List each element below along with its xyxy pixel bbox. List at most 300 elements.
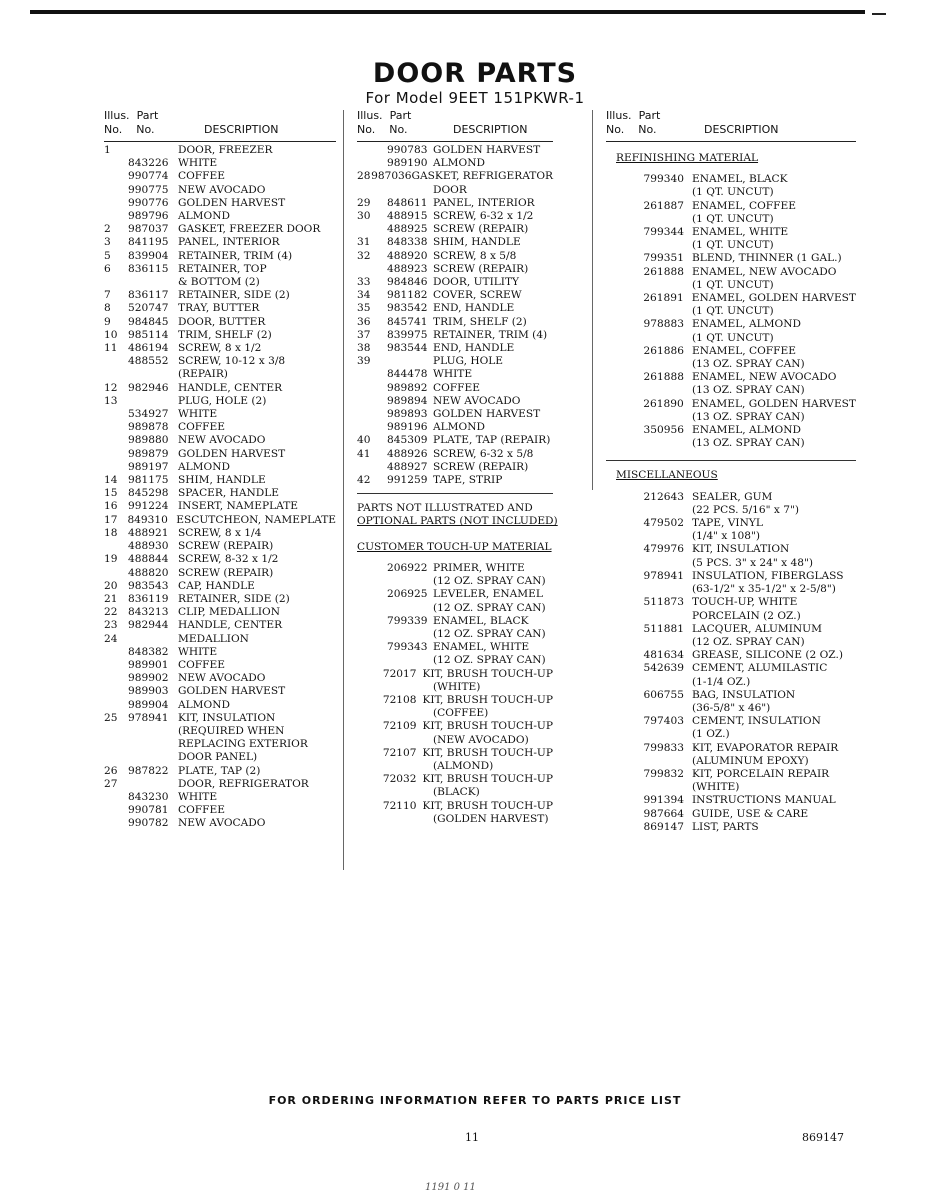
parts-row	[606, 437, 856, 450]
part-number: 989880	[128, 434, 169, 447]
part-description: TRIM, SHELF (2)	[178, 328, 272, 341]
part-description: (22 PCS. 5/16" x 7")	[692, 503, 799, 516]
column-divider-1	[343, 110, 344, 870]
part-description: ESCUTCHEON, NAMEPLATE	[176, 513, 336, 526]
part-description: PLATE, TAP (2)	[178, 764, 261, 777]
part-description: CAP, HANDLE	[178, 579, 255, 592]
parts-row	[104, 685, 336, 698]
part-number: 981182	[387, 289, 428, 302]
part-number	[387, 734, 433, 747]
column-header	[357, 109, 553, 141]
illus-number	[104, 738, 128, 751]
part-number: 989894	[387, 394, 428, 407]
parts-row	[357, 395, 553, 408]
part-number: 488927	[387, 460, 428, 473]
illus-number	[606, 491, 630, 504]
illus-number	[357, 747, 383, 760]
parts-column-1	[104, 109, 336, 831]
parts-row	[606, 384, 856, 397]
part-description: KIT, EVAPORATOR REPAIR	[692, 741, 839, 754]
not-illustrated-note-1: PARTS NOT ILLUSTRATED AND	[357, 502, 533, 515]
part-description: GOLDEN HARVEST	[433, 144, 541, 156]
header-no: No. No.	[606, 123, 657, 136]
illus-number	[606, 530, 630, 543]
part-description: WHITE	[178, 645, 218, 658]
illus-number	[606, 384, 630, 397]
parts-row	[104, 157, 336, 170]
part-description: ENAMEL, COFFEE	[692, 199, 796, 212]
part-number: 989197	[128, 460, 169, 473]
part-description: GOLDEN HARVEST	[178, 685, 286, 698]
part-description: (GOLDEN HARVEST)	[433, 812, 549, 825]
parts-row	[606, 305, 856, 318]
part-description: (1 QT. UNCUT)	[692, 331, 774, 344]
part-description: DOOR	[433, 183, 467, 196]
parts-row	[357, 236, 553, 249]
part-number: 978883	[643, 318, 684, 331]
part-number	[630, 384, 692, 397]
parts-row	[606, 610, 856, 623]
parts-row	[357, 668, 553, 681]
parts-row	[606, 689, 856, 702]
illus-number	[357, 562, 387, 575]
illus-number	[357, 382, 387, 395]
part-description: BAG, INSULATION	[692, 688, 796, 701]
part-description: ALMOND	[178, 698, 230, 711]
part-description: SCREW (REPAIR)	[178, 566, 274, 579]
part-description: (BLACK)	[433, 786, 480, 799]
illus-number	[104, 540, 128, 553]
part-description: COFFEE	[178, 421, 225, 434]
parts-row	[104, 276, 336, 289]
part-number: 983543	[128, 579, 169, 592]
illus-number	[606, 424, 630, 437]
illus-number	[357, 263, 387, 276]
part-number	[630, 636, 692, 649]
illus-number	[357, 223, 387, 236]
part-number: 989796	[128, 210, 169, 223]
parts-row	[357, 434, 553, 447]
column-header	[606, 109, 856, 141]
illus-number	[606, 332, 630, 345]
part-description: (1 QT. UNCUT)	[692, 278, 774, 291]
part-number: 839904	[128, 249, 169, 262]
part-number	[128, 368, 178, 381]
part-description: PRIMER, WHITE	[433, 561, 525, 574]
part-description: (COFFEE)	[433, 707, 489, 720]
part-description: PANEL, INTERIOR	[178, 236, 280, 249]
parts-row	[357, 707, 553, 720]
part-description: SCREW (REPAIR)	[178, 540, 274, 553]
parts-row	[104, 659, 336, 672]
part-description: RETAINER, TRIM (4)	[433, 328, 548, 341]
illus-number	[606, 610, 630, 623]
parts-row	[104, 567, 336, 580]
not-illustrated-note-2: OPTIONAL PARTS (NOT INCLUDED)	[357, 515, 558, 528]
part-number: 261890	[643, 397, 684, 410]
part-description: SCREW, 6-32 x 5/8	[433, 447, 534, 460]
part-description: (1-1/4 OZ.)	[692, 675, 751, 688]
parts-row	[606, 728, 856, 741]
parts-row	[357, 289, 553, 302]
parts-row	[357, 210, 553, 223]
parts-row	[606, 543, 856, 556]
illus-number	[606, 266, 630, 279]
part-number: 990775	[128, 183, 169, 196]
illus-number	[606, 358, 630, 371]
parts-row	[104, 329, 336, 342]
part-number: 72107	[382, 746, 417, 759]
illus-number: 14	[104, 474, 118, 487]
illus-number	[606, 305, 630, 318]
parts-row	[606, 583, 856, 596]
illus-number	[606, 583, 630, 596]
part-number: 989893	[387, 408, 428, 421]
part-number: 488921	[128, 526, 169, 539]
parts-row	[606, 821, 856, 834]
part-number	[630, 610, 692, 623]
parts-row	[104, 540, 336, 553]
illus-number: 18	[104, 526, 118, 539]
part-description: WHITE	[178, 157, 218, 170]
part-description: INSERT, NAMEPLATE	[178, 500, 299, 513]
part-number: 990783	[387, 144, 428, 156]
part-description: WHITE	[433, 368, 473, 381]
illus-number: 15	[104, 487, 118, 500]
parts-row	[606, 636, 856, 649]
illus-number	[357, 668, 383, 681]
part-number	[387, 760, 433, 773]
part-number: 486194	[128, 342, 169, 355]
part-number	[630, 676, 692, 689]
parts-row	[104, 593, 336, 606]
illus-number: 25	[104, 711, 118, 724]
illus-number	[606, 226, 630, 239]
part-number: 488820	[128, 566, 169, 579]
parts-row	[357, 144, 553, 157]
part-number: 261888	[643, 371, 684, 384]
illus-number: 17	[104, 513, 118, 526]
part-number: 991394	[643, 794, 684, 807]
illus-number: 33	[357, 276, 371, 289]
illus-number	[104, 355, 128, 368]
illus-number	[606, 517, 630, 530]
illus-number	[357, 813, 387, 826]
parts-row	[606, 596, 856, 609]
parts-row	[606, 424, 856, 437]
parts-row	[606, 279, 856, 292]
parts-row	[104, 461, 336, 474]
illus-number: 19	[104, 553, 118, 566]
parts-row	[606, 715, 856, 728]
illus-number	[104, 817, 128, 830]
part-description: (ALMOND)	[433, 759, 494, 772]
illus-number	[357, 368, 387, 381]
part-description: CLIP, MEDALLION	[178, 606, 280, 619]
parts-row	[357, 654, 553, 667]
part-number: 488926	[387, 447, 428, 460]
part-number	[387, 355, 433, 368]
illus-number: 13	[104, 394, 118, 407]
part-description: (1 OZ.)	[692, 728, 730, 741]
illus-number	[357, 734, 387, 747]
parts-row	[104, 197, 336, 210]
illus-number	[104, 276, 128, 289]
parts-row	[104, 342, 336, 355]
illus-number	[606, 239, 630, 252]
part-description: (ALUMINUM EPOXY)	[692, 754, 809, 767]
part-description: KIT, BRUSH TOUCH-UP	[422, 773, 553, 786]
part-number	[630, 504, 692, 517]
parts-row	[357, 302, 553, 315]
part-number: 72109	[382, 720, 417, 733]
illus-number: 32	[357, 249, 371, 262]
illus-number	[606, 186, 630, 199]
part-description: (1 QT. UNCUT)	[692, 239, 774, 252]
parts-row	[104, 633, 336, 646]
part-description: NEW AVOCADO	[178, 672, 266, 685]
part-description: END, HANDLE	[433, 302, 515, 315]
parts-row	[606, 530, 856, 543]
illus-number	[606, 173, 630, 186]
illus-number: 22	[104, 606, 118, 619]
parts-row	[357, 316, 553, 329]
part-number	[387, 654, 433, 667]
part-number: 799343	[387, 641, 428, 654]
part-description: LACQUER, ALUMINUM	[692, 622, 822, 635]
part-description: END, HANDLE	[433, 342, 515, 355]
parts-row	[357, 184, 553, 197]
parts-row	[357, 747, 553, 760]
part-description: GASKET, REFRIGERATOR	[411, 170, 553, 183]
section-rule	[606, 460, 856, 461]
part-number: 989879	[128, 447, 169, 460]
parts-row	[104, 580, 336, 593]
part-description: DOOR, UTILITY	[433, 276, 520, 289]
illus-number	[606, 794, 630, 807]
part-number	[630, 279, 692, 292]
illus-number	[104, 646, 128, 659]
part-description: GOLDEN HARVEST	[178, 196, 286, 209]
illus-number: 24	[104, 632, 118, 645]
part-number: 982944	[128, 619, 169, 632]
model-subtitle: For Model 9EET 151PKWR-1	[365, 89, 585, 107]
part-description: SCREW, 8 x 1/2	[178, 342, 262, 355]
part-number: 488923	[387, 262, 428, 275]
part-description: DOOR PANEL)	[178, 751, 258, 764]
illus-number	[104, 408, 128, 421]
part-description: HANDLE, CENTER	[178, 619, 283, 632]
part-description: TRIM, SHELF (2)	[433, 315, 527, 328]
part-number: 261888	[643, 265, 684, 278]
part-description: PANEL, INTERIOR	[433, 196, 535, 209]
parts-row	[104, 738, 336, 751]
parts-row	[357, 157, 553, 170]
illus-number	[357, 408, 387, 421]
part-description: (1 QT. UNCUT)	[692, 305, 774, 318]
parts-row	[104, 791, 336, 804]
part-description: KIT, BRUSH TOUCH-UP	[422, 720, 553, 733]
illus-number: 31	[357, 236, 371, 249]
illus-number: 21	[104, 592, 118, 605]
illus-number	[606, 821, 630, 834]
parts-row	[104, 765, 336, 778]
part-description: RETAINER, TOP	[178, 262, 267, 275]
part-description: ALMOND	[178, 460, 230, 473]
illus-number	[606, 200, 630, 213]
parts-row	[104, 527, 336, 540]
part-description: (NEW AVOCADO)	[433, 733, 529, 746]
header-description: DESCRIPTION	[704, 123, 779, 136]
part-description: ENAMEL, NEW AVOCADO	[692, 371, 837, 384]
illus-number	[606, 676, 630, 689]
parts-row	[357, 223, 553, 236]
part-number: 984845	[128, 315, 169, 328]
part-description: KIT, PORCELAIN REPAIR	[692, 767, 830, 780]
parts-row	[104, 448, 336, 461]
part-description: COFFEE	[178, 170, 225, 183]
part-description: LEVELER, ENAMEL	[433, 588, 543, 601]
illus-number	[606, 213, 630, 226]
part-number: 990776	[128, 196, 169, 209]
parts-row	[104, 289, 336, 302]
parts-row	[357, 368, 553, 381]
part-number: 799344	[643, 226, 684, 239]
parts-row	[104, 712, 336, 725]
parts-row	[104, 302, 336, 315]
illus-number	[104, 659, 128, 672]
illus-number	[357, 602, 387, 615]
parts-row	[357, 681, 553, 694]
parts-row	[606, 371, 856, 384]
illus-number: 37	[357, 328, 371, 341]
misc-section-title: MISCELLANEOUS	[616, 469, 718, 482]
part-number: 488915	[387, 210, 428, 223]
illus-number	[104, 791, 128, 804]
parts-row	[104, 487, 336, 500]
part-description: (63-1/2" x 35-1/2" x 2-5/8")	[692, 583, 836, 596]
illus-number	[357, 421, 387, 434]
part-description: ENAMEL, BLACK	[433, 614, 529, 627]
illus-number	[606, 411, 630, 424]
part-description: INSULATION, FIBERGLASS	[692, 569, 844, 582]
parts-row	[104, 382, 336, 395]
parts-list	[104, 144, 336, 831]
part-description: INSTRUCTIONS MANUAL	[692, 794, 836, 807]
part-number: 989903	[128, 685, 169, 698]
part-description: ENAMEL, GOLDEN HARVEST	[691, 397, 856, 410]
illus-number: 34	[357, 289, 371, 302]
part-number: 261891	[643, 292, 684, 305]
parts-row	[104, 368, 336, 381]
part-number: 991259	[387, 474, 428, 487]
part-description: NEW AVOCADO	[433, 394, 521, 407]
illus-number	[606, 728, 630, 741]
illus-number: 42	[357, 474, 371, 487]
illus-number	[606, 570, 630, 583]
part-description: KIT, BRUSH TOUCH-UP	[422, 693, 553, 706]
part-description: DOOR, BUTTER	[178, 315, 266, 328]
illus-number: 38	[357, 342, 371, 355]
part-number: 849310	[127, 513, 168, 526]
parts-row	[606, 570, 856, 583]
part-description: TRAY, BUTTER	[178, 302, 260, 315]
header-description: DESCRIPTION	[453, 123, 528, 136]
illus-number	[357, 681, 387, 694]
illus-number	[104, 751, 128, 764]
part-number: 987664	[643, 807, 684, 820]
header-no: No. No.	[357, 123, 408, 136]
parts-row	[104, 553, 336, 566]
part-number: 839975	[387, 328, 428, 341]
part-number: 799832	[643, 767, 684, 780]
parts-row	[104, 263, 336, 276]
illus-number	[357, 588, 387, 601]
part-description: GASKET, FREEZER DOOR	[178, 223, 321, 236]
part-number: 479502	[643, 517, 684, 530]
parts-list	[357, 144, 553, 487]
parts-row	[104, 250, 336, 263]
parts-row	[357, 474, 553, 487]
part-description: SCREW, 8 x 1/4	[178, 526, 262, 539]
part-number: 848338	[387, 236, 428, 249]
illus-number	[104, 197, 128, 210]
top-dash	[872, 13, 886, 15]
document-number: 869147	[802, 1131, 844, 1144]
illus-number: 8	[104, 302, 111, 315]
part-number	[387, 813, 433, 826]
part-description: (1/4" x 108")	[692, 530, 760, 543]
part-description: ENAMEL, GOLDEN HARVEST	[691, 292, 856, 305]
part-description: (WHITE)	[692, 781, 740, 794]
parts-row	[606, 517, 856, 530]
part-number	[387, 184, 433, 197]
parts-row	[104, 804, 336, 817]
part-number: 350956	[643, 424, 684, 437]
part-description: KIT, BRUSH TOUCH-UP	[422, 746, 553, 759]
parts-row	[606, 504, 856, 517]
illus-number	[104, 157, 128, 170]
illus-number	[606, 662, 630, 675]
part-description: KIT, INSULATION	[692, 543, 790, 556]
part-description: MEDALLION	[178, 632, 249, 645]
refinishing-section-title: REFINISHING MATERIAL	[616, 152, 759, 164]
illus-number	[606, 808, 630, 821]
parts-row	[606, 345, 856, 358]
part-number: 261886	[643, 344, 684, 357]
part-number: 869147	[643, 820, 684, 833]
parts-row	[357, 800, 553, 813]
parts-row	[606, 742, 856, 755]
part-description: RETAINER, SIDE (2)	[178, 289, 290, 302]
part-number: 206922	[387, 561, 428, 574]
part-description: (12 OZ. SPRAY CAN)	[692, 635, 805, 648]
part-description: SCREW (REPAIR)	[433, 262, 529, 275]
part-number: 843226	[128, 157, 169, 170]
part-description: RETAINER, TRIM (4)	[178, 249, 293, 262]
parts-row	[357, 170, 553, 183]
parts-row	[606, 226, 856, 239]
part-description: SCREW (REPAIR)	[433, 223, 529, 236]
part-number: 984846	[387, 276, 428, 289]
illus-number: 5	[104, 249, 111, 262]
part-number: 990782	[128, 817, 169, 830]
parts-row	[606, 252, 856, 265]
page-number: 11	[465, 1131, 479, 1144]
part-description: CEMENT, ALUMILASTIC	[692, 662, 828, 675]
part-number: 989196	[387, 421, 428, 434]
part-number: 987036	[371, 170, 412, 183]
